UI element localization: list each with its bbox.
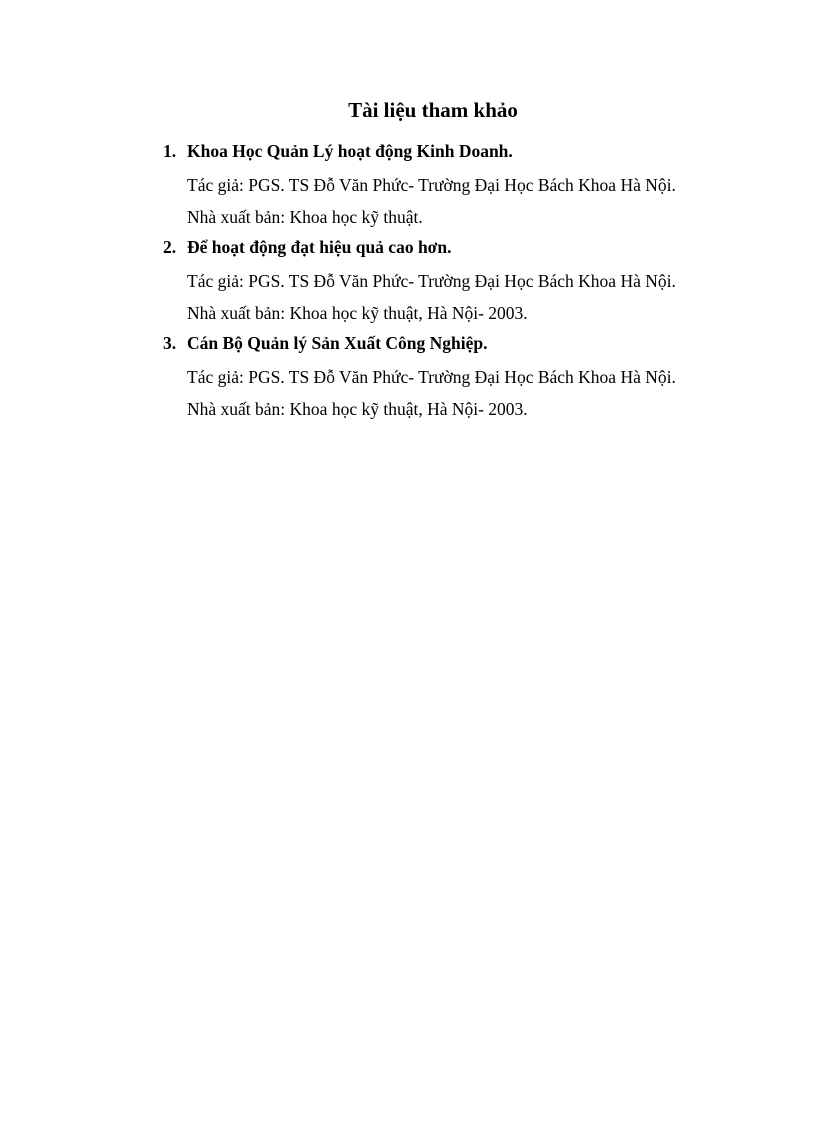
page-title: Tài liệu tham khảo: [348, 98, 518, 122]
reference-item: [163, 138, 783, 234]
reference-number: 2.: [163, 237, 177, 257]
reference-item: [163, 330, 783, 426]
reference-heading: [163, 138, 783, 170]
reference-author: Tác giả: PGS. TS Đỗ Văn Phức- Trường Đại Học Bách Khoa Hà Nội.: [187, 271, 676, 291]
reference-publisher: Nhà xuất bản: Khoa học kỹ thuật, Hà Nội- 2003.: [187, 303, 528, 323]
reference-list: [163, 138, 783, 426]
reference-number: 3.: [163, 333, 177, 353]
reference-author: Tác giả: PGS. TS Đỗ Văn Phức- Trường Đại Học Bách Khoa Hà Nội.: [187, 175, 676, 195]
reference-author: Tác giả: PGS. TS Đỗ Văn Phức- Trường Đại Học Bách Khoa Hà Nội.: [187, 367, 676, 387]
reference-heading: [163, 234, 783, 266]
reference-item: [163, 234, 783, 330]
reference-title: Cán Bộ Quản lý Sản Xuất Công Nghiệp.: [187, 333, 488, 353]
reference-heading: [163, 330, 783, 362]
reference-publisher: Nhà xuất bản: Khoa học kỹ thuật, Hà Nội- 2003.: [187, 399, 528, 419]
reference-title: Khoa Học Quản Lý hoạt động Kinh Doanh.: [187, 141, 513, 161]
reference-title: Để hoạt động đạt hiệu quả cao hơn.: [187, 237, 452, 257]
reference-number: 1.: [163, 141, 177, 161]
reference-publisher: Nhà xuất bản: Khoa học kỹ thuật.: [187, 207, 423, 227]
